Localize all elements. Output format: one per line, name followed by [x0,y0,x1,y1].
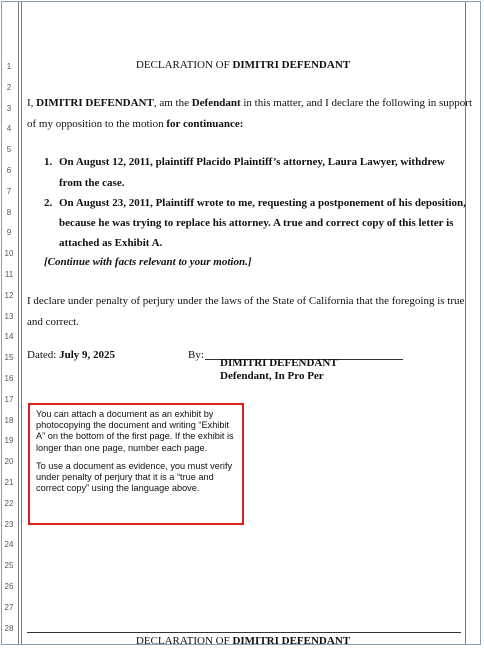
line-number: 6 [6,166,12,175]
item-1-number: 1. [44,156,53,168]
item-2-line-2: because he was trying to replace his attorney. A true and correct copy of this letter is [59,217,454,229]
line-number: 2 [6,82,12,92]
line-number: 10 [4,249,14,259]
line-number: 20 [4,457,14,467]
callout-paragraph-2: To use a document as evidence, you must verify under penalty of perjury that it is a “true and correct copy” using the language above. [36,460,233,494]
line-number: 7 [6,186,12,196]
line-number: 15 [4,353,14,363]
line-number: 1 [6,62,12,71]
line-number: 3 [6,103,12,113]
line-number: 14 [4,332,14,342]
signature-role: Defendant, In Pro Per [220,370,324,382]
line-number: 21 [4,478,14,487]
line-number: 17 [4,394,14,404]
penalty-line-1: I declare under penalty of perjury under the laws of the State of California that the foregoing is true [27,295,465,307]
intro-line-2: of my opposition to the motion for continuance: [27,118,244,130]
declaration-title: DECLARATION OF DIMITRI DEFENDANT [135,59,351,71]
signature-name: DIMITRI DEFENDANT [220,357,338,369]
line-number: 16 [4,374,14,383]
line-number: 19 [4,436,14,446]
line-number: 27 [4,602,14,612]
line-number: 26 [4,582,14,591]
penalty-line-2: and correct. [27,316,79,328]
line-number: 25 [4,561,14,571]
line-number: 5 [6,145,12,155]
line-number: 22 [4,498,14,508]
intro-line-1: I, DIMITRI DEFENDANT, am the Defendant in this matter, and I declare the following in support [27,97,473,109]
margin-line-left-1 [18,2,19,644]
dated-line: Dated: July 9, 2025 [27,349,116,361]
footer-rule [27,632,461,633]
line-number: 18 [4,415,14,425]
line-number: 13 [4,311,14,321]
line-number: 24 [4,540,14,550]
signature-by-label: By: [188,349,204,361]
line-number: 8 [6,207,12,217]
callout-paragraph-1: You can attach a document as an exhibit by photocopying the document and writing “Exhibit A” on the bottom of the first page. If the exhibit is longer than one page, number each page. [36,409,234,453]
continue-note: [Continue with facts relevant to your motion.] [44,256,252,268]
item-2-number: 2. [44,197,53,209]
line-number: 9 [6,228,12,238]
line-number: 23 [4,519,14,529]
exhibit-instructions-callout [28,403,244,525]
item-1-line-2: from the case. [59,177,125,189]
margin-line-left-2 [21,2,22,644]
line-number: 11 [4,270,14,279]
item-2-line-1: On August 23, 2011, Plaintiff wrote to me, requesting a postponement of his deposition, [59,197,466,209]
item-1-line-1: On August 12, 2011, plaintiff Placido Plaintiff’s attorney, Laura Lawyer, withdrew [59,156,445,168]
line-number: 12 [4,290,14,300]
footer-title: DECLARATION OF DIMITRI DEFENDANT [135,635,351,647]
line-number: 4 [6,124,12,134]
item-2-line-3: attached as Exhibit A. [59,237,163,249]
line-number: 28 [4,623,14,633]
